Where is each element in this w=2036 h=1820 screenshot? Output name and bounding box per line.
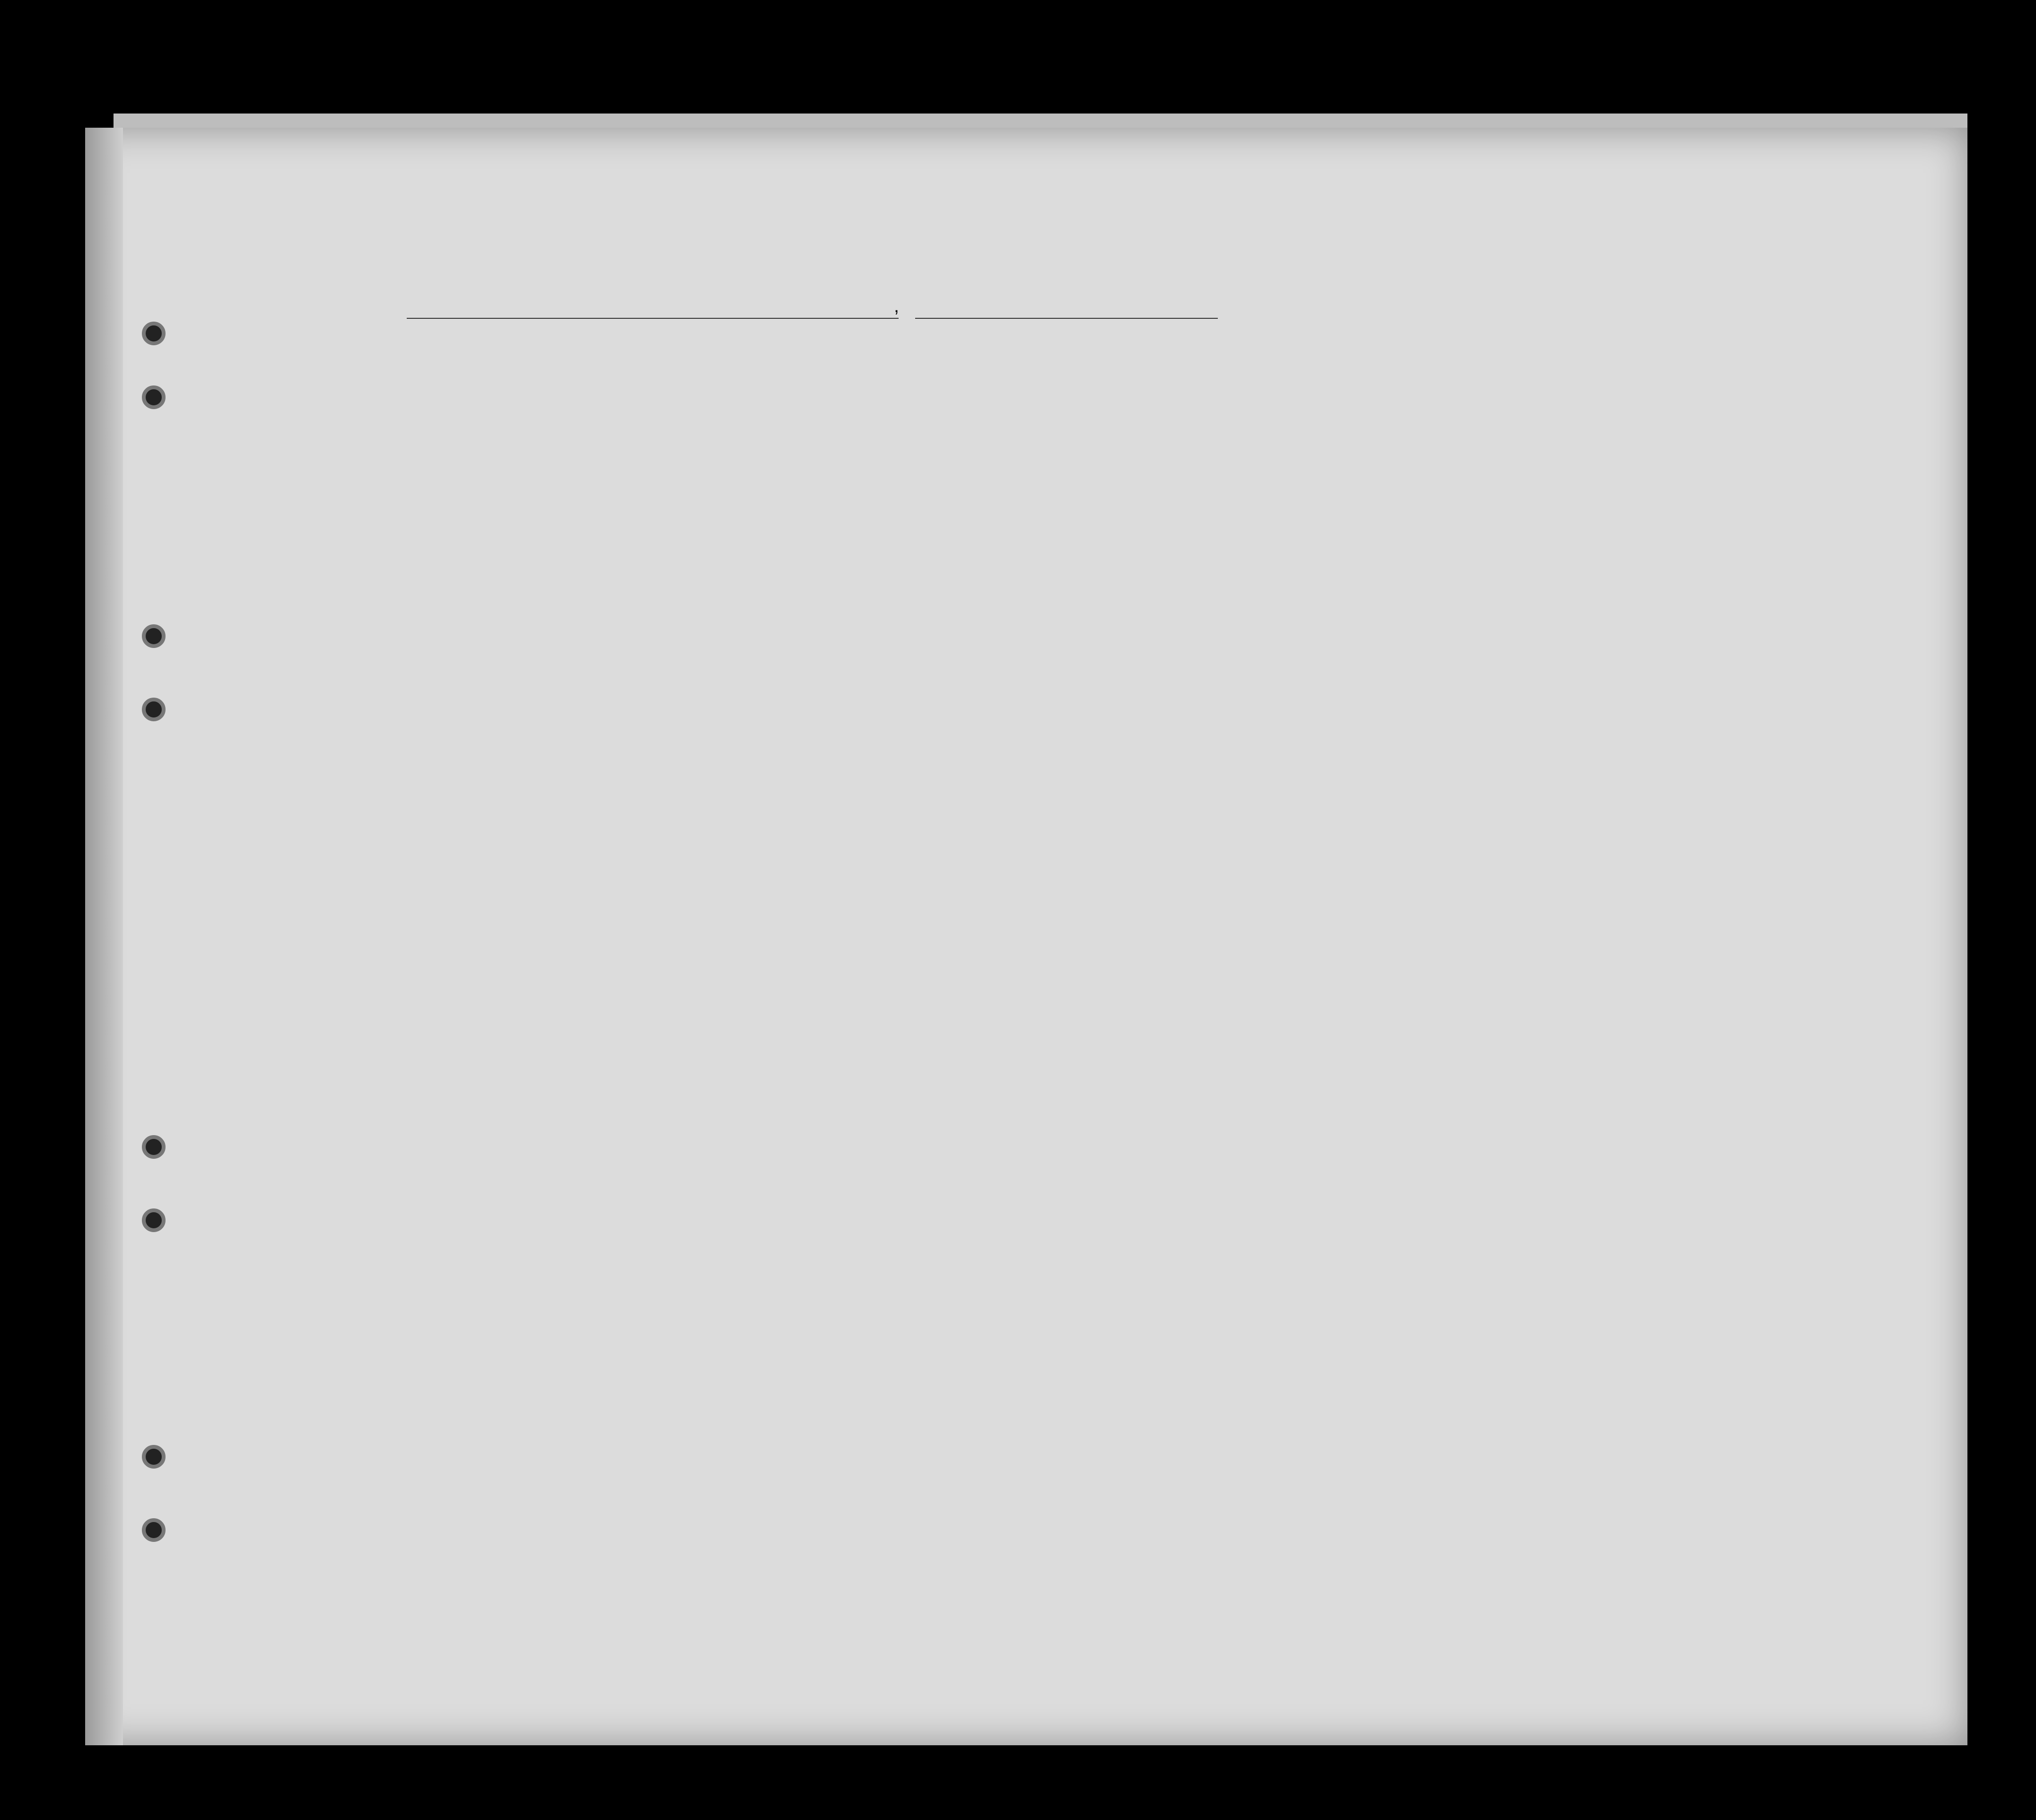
port-underline [407,318,899,319]
binding-strip [85,128,123,1745]
date-underline [915,318,1218,319]
binding-hole [142,624,166,648]
binding-hole [142,322,166,345]
binding-hole [142,1208,166,1232]
manifest-sheet [85,128,1967,1745]
binding-hole [142,1135,166,1159]
binding-hole [142,1445,166,1469]
binding-hole [142,1518,166,1542]
binding-hole [142,385,166,409]
binding-hole [142,698,166,721]
